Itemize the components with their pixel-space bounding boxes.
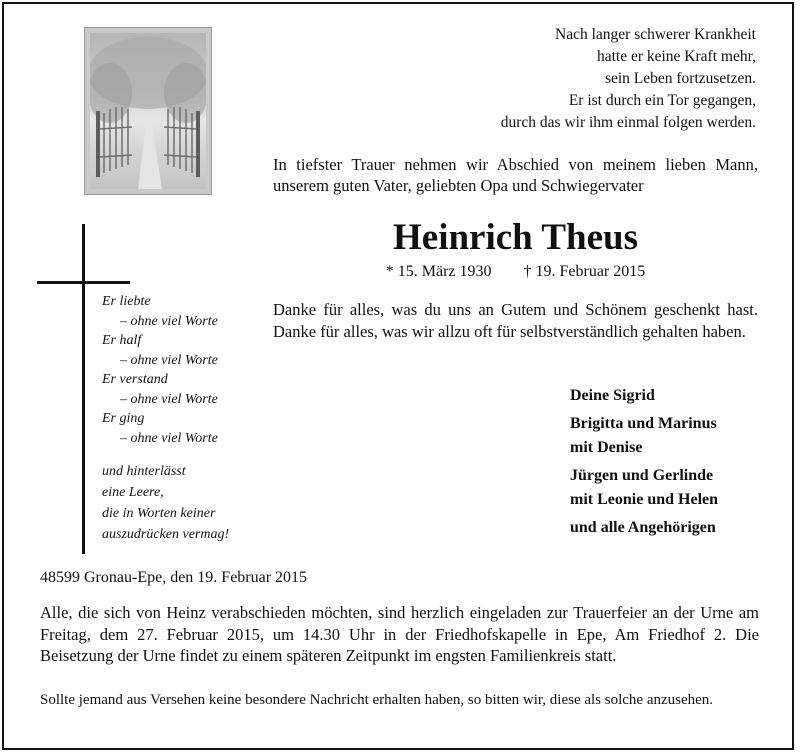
intro-text: In tiefster Trauer nehmen wir Abschied von meinem lieben Mann, unserem guten Vater, geliebten Opa und Schwiegervater bbox=[273, 155, 758, 195]
side-poem-line: – ohne viel Worte bbox=[120, 313, 218, 329]
family-line: Brigitta und Marinus bbox=[570, 415, 717, 432]
death-date: † 19. Februar 2015 bbox=[523, 263, 646, 280]
gate-illustration bbox=[90, 33, 206, 189]
side-poem-line: Er liebte bbox=[102, 294, 151, 309]
birth-date: * 15. März 1930 bbox=[385, 263, 492, 280]
place-date: 48599 Gronau-Epe, den 19. Februar 2015 bbox=[40, 569, 308, 586]
side-poem-line: – ohne viel Worte bbox=[120, 430, 218, 446]
gate-photo bbox=[84, 27, 212, 195]
family-group bbox=[570, 464, 790, 512]
side-poem-line: – ohne viel Worte bbox=[120, 391, 218, 407]
top-poem-line: hatte er keine Kraft mehr, bbox=[596, 48, 756, 65]
family-signatures bbox=[570, 384, 790, 544]
life-dates bbox=[273, 263, 758, 281]
side-poem-line: und hinterlässt bbox=[102, 464, 186, 479]
top-poem bbox=[416, 24, 756, 134]
side-poem-line: Er ging bbox=[102, 411, 145, 426]
gate-image bbox=[90, 33, 206, 189]
side-poem bbox=[102, 292, 267, 448]
deceased-name: Heinrich Theus bbox=[393, 217, 638, 258]
top-poem-line: sein Leben fortzusetzen. bbox=[604, 70, 756, 87]
family-line: mit Leonie und Helen bbox=[570, 491, 719, 508]
thanks-text: Danke für alles, was du uns an Gutem und Schönem geschenkt hast. Danke für alles, was wir allzu oft für selbstverständlich gehalten haben. bbox=[273, 300, 758, 341]
family-group bbox=[570, 412, 790, 460]
side-poem-line: – ohne viel Worte bbox=[120, 352, 218, 368]
side-poem-line: Er half bbox=[102, 333, 142, 348]
family-line: Deine Sigrid bbox=[570, 387, 655, 404]
side-poem-line: eine Leere, bbox=[102, 485, 164, 500]
ceremony-text: Alle, die sich von Heinz verabschieden möchten, sind herzlich eingeladen zur Trauerfeier an der Urne am Freitag, dem 27. Februar 2015, um 14.30 Uhr in der Friedhofskapelle in Epe, Am Friedhof 2. Die Beisetzung der Urne findet zu einem späteren Zeitpunkt im engsten Familienkreis statt. bbox=[40, 603, 759, 665]
top-poem-line: Nach langer schwerer Krankheit bbox=[555, 26, 756, 43]
side-poem-line: die in Worten keiner bbox=[102, 506, 216, 521]
family-line: mit Denise bbox=[570, 439, 643, 456]
side-poem-line: Er verstand bbox=[102, 372, 168, 387]
top-poem-line: durch das wir ihm einmal folgen werden. bbox=[500, 114, 756, 131]
cross-icon-bar bbox=[37, 281, 130, 284]
cross-icon bbox=[82, 224, 85, 554]
closing-note: Sollte jemand aus Versehen keine besondere Nachricht erhalten haben, so bitten wir, diese als solche anzusehen. bbox=[40, 692, 714, 708]
side-poem-line: auszudrücken vermag! bbox=[102, 527, 230, 542]
family-line: und alle Angehörigen bbox=[570, 519, 716, 536]
family-line: Jürgen und Gerlinde bbox=[570, 467, 714, 484]
top-poem-line: Er ist durch ein Tor gegangen, bbox=[568, 92, 756, 109]
side-poem-ending bbox=[102, 461, 267, 545]
